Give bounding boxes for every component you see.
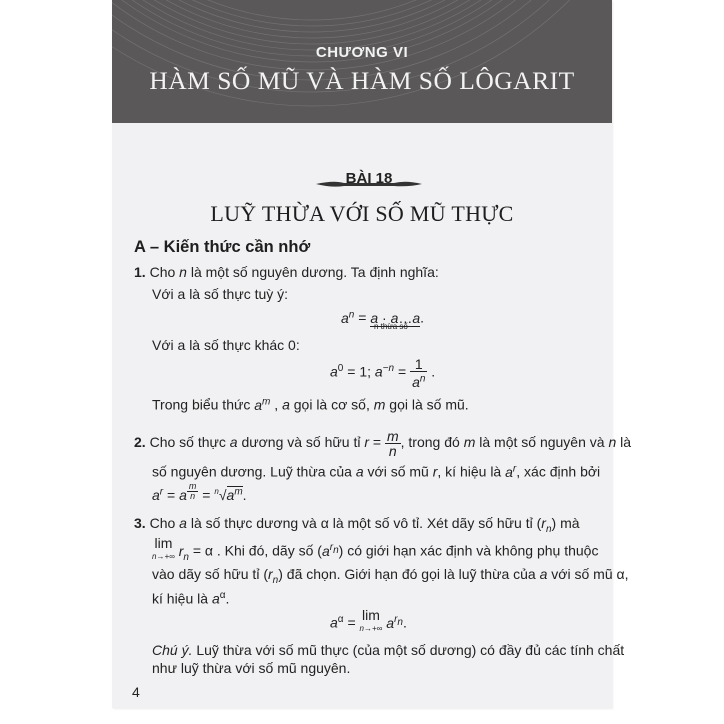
formula-underbrace-label: n thừa số [374,322,408,331]
formula-power-definition: $a^n = a$ · a…a. [341,309,425,326]
item-1-case1: Với a là số thực tuỳ ý: [152,286,289,302]
item-1-intro: 1. Cho n là một số nguyên dương. Ta định nghĩa: [134,264,439,280]
lesson-number: BÀI 18 [345,170,393,187]
formula-real-power-limit: $a^\alpha = \lim$ n→+∞ $a^{r_n}$. [330,607,407,633]
note-line1: Chú ý. Luỹ thừa với số mũ thực (của một số dương) có đầy đủ các tính chất [152,642,625,658]
note-line2: như luỹ thừa với số mũ nguyên. [152,660,351,676]
item-1-note: Trong biểu thức $a^m$ , a gọi là cơ số, m gọi là số mũ. [152,396,469,413]
item-2-line2: số nguyên dương. Luỹ thừa của a với số mũ r, kí hiệu là $a^r$, xác định bởi [152,463,601,480]
item-3-line2: lim n→+∞ $r_n = \alpha$ . Khi đó, dãy số $(a^{r_n})$ có giới hạn xác định và không phụ thuộc [152,535,599,563]
item-1-case2: Với a là số thực khác 0: [152,337,300,353]
page-number: 4 [132,684,140,700]
formula-rational-power: $a^r = a$ $^{\frac{m}{n}}$ = $^n√a^m$. [152,481,247,503]
chapter-header [112,0,612,123]
lesson-badge [314,164,424,192]
item-3-line4: kí hiệu là $a^\alpha$. [152,590,230,607]
decorative-arcs-icon [112,0,612,123]
lesson-title: LUỸ THỪA VỚI SỐ MŨ THỰC [210,201,514,226]
chapter-label: CHƯƠNG VI [315,44,409,61]
item-3-line3: vào dãy số hữu tỉ $(r_n)$ đã chọn. Giới hạn đó gọi là luỹ thừa của a với số mũ α, [152,566,629,586]
formula-zero-negative-power: $a^0 = 1$; $a^{-n}$ = $\frac{1}{a^n}$ . [330,356,436,390]
item-3-line1: 3. Cho a là số thực dương và α là một số vô tỉ. Xét dãy số hữu tỉ $(r_n)$ mà [134,515,580,535]
book-page [112,0,632,708]
item-2-line1: 2. Cho số thực a dương và số hữu tỉ r = $\frac{m}{n}$ , trong đó m là một số nguyên và n là [134,428,632,459]
chapter-title: HÀM SỐ MŨ VÀ HÀM SỐ LÔGARIT [149,66,575,95]
section-title: A – Kiến thức cần nhớ [134,238,311,256]
